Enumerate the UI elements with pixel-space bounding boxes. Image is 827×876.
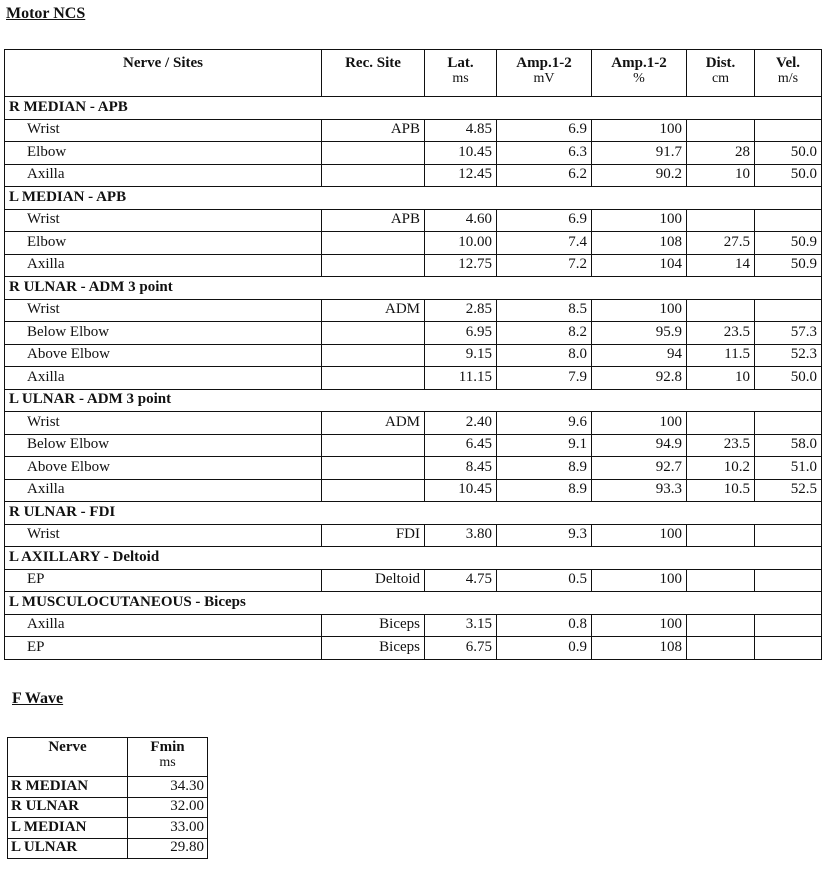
site-row: [5, 119, 822, 142]
site-row: [5, 142, 822, 165]
header-amp-mv-label: Amp.1-2: [516, 55, 572, 71]
header-dist: [687, 50, 755, 97]
f-wave-fmin-value: 34.30: [128, 777, 208, 798]
distance-value: 10: [687, 164, 755, 187]
nerve-group-name: R ULNAR - FDI: [5, 502, 822, 525]
header-fmin-label: Fmin: [150, 739, 185, 755]
distance-value: [687, 209, 755, 232]
site-name: Above Elbow: [5, 457, 322, 480]
amplitude-mv-value: 6.2: [497, 164, 592, 187]
site-name: Elbow: [5, 142, 322, 165]
velocity-value: 51.0: [755, 457, 822, 480]
site-name: EP: [5, 569, 322, 592]
amplitude-mv-value: 9.3: [497, 524, 592, 547]
distance-value: 23.5: [687, 322, 755, 345]
site-row: [5, 299, 822, 322]
latency-value: 2.85: [425, 299, 497, 322]
rec-site: [322, 254, 425, 277]
latency-value: 10.45: [425, 479, 497, 502]
amplitude-mv-value: 6.9: [497, 119, 592, 142]
site-row: [5, 367, 822, 390]
latency-value: 12.75: [425, 254, 497, 277]
header-vel-label: Vel.: [775, 55, 801, 71]
amplitude-mv-value: 0.9: [497, 637, 592, 660]
velocity-value: 50.9: [755, 254, 822, 277]
amplitude-mv-value: 0.8: [497, 614, 592, 637]
velocity-value: 50.0: [755, 164, 822, 187]
amplitude-pct-value: 108: [592, 637, 687, 660]
nerve-group-name: R MEDIAN - APB: [5, 97, 822, 120]
distance-value: [687, 299, 755, 322]
amplitude-pct-value: 100: [592, 209, 687, 232]
nerve-group-row: [5, 592, 822, 615]
site-name: Below Elbow: [5, 322, 322, 345]
site-row: [5, 457, 822, 480]
rec-site: [322, 164, 425, 187]
amplitude-pct-value: 92.7: [592, 457, 687, 480]
amplitude-mv-value: 7.4: [497, 232, 592, 255]
motor-ncs-title: Motor NCS: [6, 5, 86, 22]
f-wave-row: [8, 818, 208, 839]
rec-site: [322, 434, 425, 457]
site-name: Wrist: [5, 524, 322, 547]
rec-site: Biceps: [322, 614, 425, 637]
amplitude-pct-value: 90.2: [592, 164, 687, 187]
latency-value: 3.15: [425, 614, 497, 637]
site-row: [5, 479, 822, 502]
f-wave-table: [7, 737, 208, 859]
rec-site: [322, 142, 425, 165]
f-wave-title: F Wave: [12, 690, 64, 707]
amplitude-mv-value: 8.2: [497, 322, 592, 345]
amplitude-pct-value: 92.8: [592, 367, 687, 390]
amplitude-pct-value: 100: [592, 412, 687, 435]
amplitude-mv-value: 0.5: [497, 569, 592, 592]
latency-value: 4.75: [425, 569, 497, 592]
velocity-value: [755, 637, 822, 660]
nerve-group-name: L ULNAR - ADM 3 point: [5, 389, 822, 412]
site-row: [5, 524, 822, 547]
amplitude-pct-value: 91.7: [592, 142, 687, 165]
header-lat-label: Lat.: [447, 55, 474, 71]
distance-value: 10: [687, 367, 755, 390]
rec-site: ADM: [322, 412, 425, 435]
velocity-value: 57.3: [755, 322, 822, 345]
distance-value: [687, 637, 755, 660]
velocity-value: 52.3: [755, 344, 822, 367]
amplitude-pct-value: 100: [592, 119, 687, 142]
velocity-value: [755, 524, 822, 547]
nerve-group-name: L MUSCULOCUTANEOUS - Biceps: [5, 592, 822, 615]
header-nerve-sites: Nerve / Sites: [5, 50, 322, 97]
header-vel: [755, 50, 822, 97]
rec-site: Biceps: [322, 637, 425, 660]
distance-value: 10.2: [687, 457, 755, 480]
f-wave-nerve: R MEDIAN: [8, 777, 128, 798]
header-nerve: Nerve: [8, 738, 128, 777]
latency-value: 2.40: [425, 412, 497, 435]
f-wave-header-row: [8, 738, 208, 777]
site-name: Axilla: [5, 367, 322, 390]
nerve-group-row: [5, 547, 822, 570]
f-wave-row: [8, 838, 208, 859]
latency-value: 6.95: [425, 322, 497, 345]
velocity-value: 50.9: [755, 232, 822, 255]
site-name: Axilla: [5, 164, 322, 187]
distance-value: 11.5: [687, 344, 755, 367]
site-row: [5, 164, 822, 187]
header-amp-pct-unit: %: [633, 70, 645, 86]
rec-site: [322, 367, 425, 390]
amplitude-pct-value: 100: [592, 569, 687, 592]
nerve-group-row: [5, 97, 822, 120]
rec-site: [322, 232, 425, 255]
site-row: [5, 434, 822, 457]
amplitude-mv-value: 7.9: [497, 367, 592, 390]
motor-table-body: [5, 97, 822, 660]
latency-value: 6.75: [425, 637, 497, 660]
site-row: [5, 614, 822, 637]
nerve-group-name: R ULNAR - ADM 3 point: [5, 277, 822, 300]
site-row: [5, 569, 822, 592]
distance-value: 27.5: [687, 232, 755, 255]
f-wave-nerve: L ULNAR: [8, 838, 128, 859]
latency-value: 9.15: [425, 344, 497, 367]
amplitude-pct-value: 100: [592, 614, 687, 637]
site-name: Below Elbow: [5, 434, 322, 457]
rec-site: APB: [322, 209, 425, 232]
f-wave-nerve: R ULNAR: [8, 797, 128, 818]
nerve-group-row: [5, 187, 822, 210]
header-lat-unit: ms: [452, 70, 469, 86]
site-name: Wrist: [5, 209, 322, 232]
amplitude-pct-value: 100: [592, 524, 687, 547]
velocity-value: [755, 569, 822, 592]
amplitude-mv-value: 8.9: [497, 457, 592, 480]
site-row: [5, 412, 822, 435]
velocity-value: [755, 299, 822, 322]
amplitude-pct-value: 95.9: [592, 322, 687, 345]
site-name: Above Elbow: [5, 344, 322, 367]
rec-site: APB: [322, 119, 425, 142]
distance-value: [687, 119, 755, 142]
f-wave-row: [8, 797, 208, 818]
rec-site: [322, 479, 425, 502]
rec-site: Deltoid: [322, 569, 425, 592]
distance-value: 10.5: [687, 479, 755, 502]
latency-value: 12.45: [425, 164, 497, 187]
header-dist-label: Dist.: [705, 55, 736, 71]
amplitude-pct-value: 93.3: [592, 479, 687, 502]
header-amp-mv: [497, 50, 592, 97]
latency-value: 4.60: [425, 209, 497, 232]
site-row: [5, 344, 822, 367]
header-vel-unit: m/s: [777, 70, 799, 86]
site-name: Axilla: [5, 614, 322, 637]
distance-value: [687, 569, 755, 592]
distance-value: [687, 614, 755, 637]
header-fmin: [128, 738, 208, 777]
latency-value: 10.00: [425, 232, 497, 255]
header-lat: [425, 50, 497, 97]
velocity-value: [755, 614, 822, 637]
f-wave-fmin-value: 29.80: [128, 838, 208, 859]
site-row: [5, 254, 822, 277]
velocity-value: 50.0: [755, 367, 822, 390]
rec-site: ADM: [322, 299, 425, 322]
velocity-value: 58.0: [755, 434, 822, 457]
amplitude-mv-value: 8.9: [497, 479, 592, 502]
header-amp-mv-unit: mV: [533, 70, 555, 86]
amplitude-mv-value: 6.3: [497, 142, 592, 165]
amplitude-mv-value: 8.0: [497, 344, 592, 367]
nerve-group-name: L AXILLARY - Deltoid: [5, 547, 822, 570]
distance-value: 28: [687, 142, 755, 165]
nerve-group-row: [5, 502, 822, 525]
nerve-group-row: [5, 277, 822, 300]
distance-value: [687, 412, 755, 435]
header-fmin-unit: ms: [159, 754, 176, 770]
header-amp-pct-label: Amp.1-2: [611, 55, 667, 71]
f-wave-fmin-value: 33.00: [128, 818, 208, 839]
latency-value: 4.85: [425, 119, 497, 142]
amplitude-pct-value: 104: [592, 254, 687, 277]
amplitude-pct-value: 108: [592, 232, 687, 255]
rec-site: FDI: [322, 524, 425, 547]
latency-value: 6.45: [425, 434, 497, 457]
f-wave-row: [8, 777, 208, 798]
nerve-group-row: [5, 389, 822, 412]
nerve-group-name: L MEDIAN - APB: [5, 187, 822, 210]
rec-site: [322, 322, 425, 345]
amplitude-mv-value: 6.9: [497, 209, 592, 232]
distance-value: [687, 524, 755, 547]
site-row: [5, 637, 822, 660]
velocity-value: [755, 412, 822, 435]
site-name: Wrist: [5, 299, 322, 322]
amplitude-mv-value: 9.6: [497, 412, 592, 435]
header-amp-pct: [592, 50, 687, 97]
amplitude-pct-value: 94: [592, 344, 687, 367]
distance-value: 23.5: [687, 434, 755, 457]
f-wave-table-body: [8, 777, 208, 859]
latency-value: 3.80: [425, 524, 497, 547]
rec-site: [322, 457, 425, 480]
site-name: Axilla: [5, 479, 322, 502]
latency-value: 10.45: [425, 142, 497, 165]
site-name: EP: [5, 637, 322, 660]
amplitude-mv-value: 9.1: [497, 434, 592, 457]
site-row: [5, 322, 822, 345]
velocity-value: 52.5: [755, 479, 822, 502]
latency-value: 11.15: [425, 367, 497, 390]
site-name: Wrist: [5, 412, 322, 435]
header-dist-unit: cm: [711, 70, 730, 86]
amplitude-pct-value: 94.9: [592, 434, 687, 457]
site-name: Wrist: [5, 119, 322, 142]
distance-value: 14: [687, 254, 755, 277]
site-row: [5, 232, 822, 255]
header-rec-site: Rec. Site: [322, 50, 425, 97]
f-wave-nerve: L MEDIAN: [8, 818, 128, 839]
amplitude-mv-value: 7.2: [497, 254, 592, 277]
amplitude-mv-value: 8.5: [497, 299, 592, 322]
amplitude-pct-value: 100: [592, 299, 687, 322]
f-wave-fmin-value: 32.00: [128, 797, 208, 818]
site-name: Axilla: [5, 254, 322, 277]
velocity-value: [755, 119, 822, 142]
motor-header-row: [5, 50, 822, 97]
velocity-value: 50.0: [755, 142, 822, 165]
site-row: [5, 209, 822, 232]
rec-site: [322, 344, 425, 367]
site-name: Elbow: [5, 232, 322, 255]
latency-value: 8.45: [425, 457, 497, 480]
motor-ncs-table: [4, 49, 822, 660]
velocity-value: [755, 209, 822, 232]
